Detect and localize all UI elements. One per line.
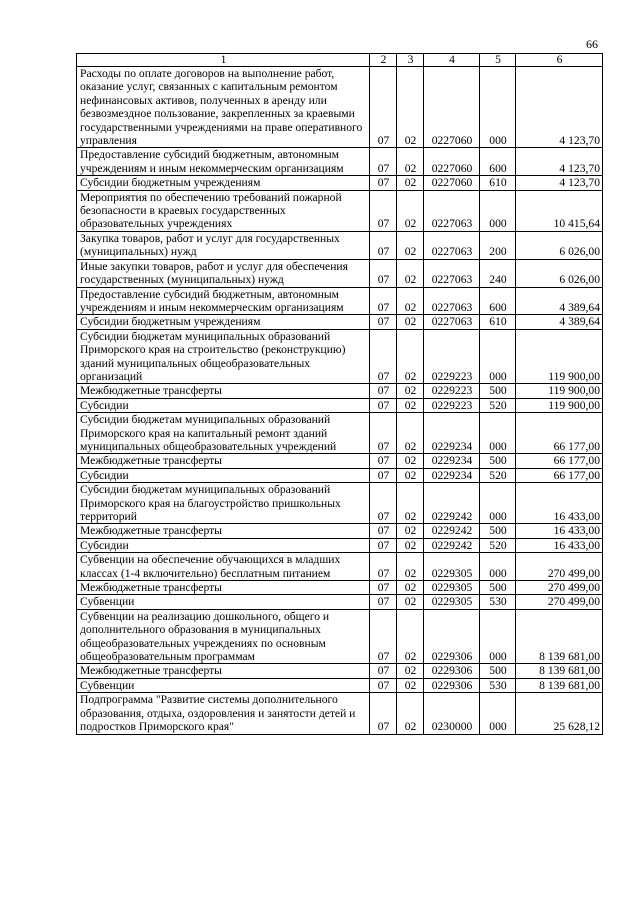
row-section: 07 — [370, 398, 397, 412]
row-subsection: 02 — [397, 67, 424, 148]
row-section: 07 — [370, 524, 397, 538]
budget-table — [76, 53, 603, 735]
row-target-code: 0227063 — [424, 287, 480, 315]
row-target-code: 0229223 — [424, 329, 480, 384]
table-row — [77, 148, 603, 176]
row-description: Расходы по оплате договоров на выполнение работ, оказание услуг, связанных с капитальным ремонтом нефинансовых активов, полученных в аренду или безвозмездное пользование, закрепленных за краевыми государственными учреждениями на праве оперативного управления — [77, 67, 370, 148]
row-description: Субвенции — [77, 678, 370, 692]
row-expense-type: 530 — [480, 678, 516, 692]
row-section: 07 — [370, 454, 397, 468]
row-target-code: 0229242 — [424, 538, 480, 552]
table-row — [77, 176, 603, 190]
row-section: 07 — [370, 329, 397, 384]
row-target-code: 0230000 — [424, 693, 480, 734]
table-row — [77, 538, 603, 552]
row-subsection: 02 — [397, 664, 424, 678]
row-expense-type: 500 — [480, 581, 516, 595]
row-description: Субсидии — [77, 398, 370, 412]
row-amount: 66 177,00 — [516, 468, 603, 482]
row-section: 07 — [370, 553, 397, 581]
row-description: Субсидии бюджетам муниципальных образований Приморского края на благоустройство пришкольных территорий — [77, 483, 370, 524]
row-description: Субсидии бюджетам муниципальных образований Приморского края на капитальный ремонт зданий муниципальных общеобразовательных учреждений — [77, 413, 370, 454]
row-description: Подпрограмма "Развитие системы дополнительного образования, отдыха, оздоровления и занятости детей и подростков Приморского края" — [77, 693, 370, 734]
table-row — [77, 454, 603, 468]
header-col-4: 4 — [424, 54, 480, 67]
row-expense-type: 000 — [480, 693, 516, 734]
row-expense-type: 600 — [480, 148, 516, 176]
row-amount: 25 628,12 — [516, 693, 603, 734]
table-row — [77, 287, 603, 315]
row-target-code: 0229223 — [424, 384, 480, 398]
row-amount: 119 900,00 — [516, 398, 603, 412]
table-row — [77, 398, 603, 412]
row-expense-type: 240 — [480, 259, 516, 287]
row-target-code: 0227060 — [424, 148, 480, 176]
row-amount: 270 499,00 — [516, 553, 603, 581]
page-number: 66 — [586, 37, 598, 51]
row-subsection: 02 — [397, 398, 424, 412]
row-section: 07 — [370, 190, 397, 231]
row-target-code: 0229305 — [424, 581, 480, 595]
row-amount: 16 433,00 — [516, 483, 603, 524]
row-amount: 4 389,64 — [516, 287, 603, 315]
row-target-code: 0227063 — [424, 315, 480, 329]
row-expense-type: 500 — [480, 664, 516, 678]
row-section: 07 — [370, 664, 397, 678]
row-section: 07 — [370, 595, 397, 609]
row-section: 07 — [370, 287, 397, 315]
row-expense-type: 610 — [480, 176, 516, 190]
row-subsection: 02 — [397, 678, 424, 692]
row-section: 07 — [370, 483, 397, 524]
row-section: 07 — [370, 148, 397, 176]
row-description: Субсидии бюджетам муниципальных образований Приморского края на строительство (реконструкцию) зданий муниципальных общеобразовательных организаций — [77, 329, 370, 384]
row-description: Субсидии — [77, 468, 370, 482]
row-section: 07 — [370, 678, 397, 692]
row-subsection: 02 — [397, 176, 424, 190]
row-amount: 4 389,64 — [516, 315, 603, 329]
row-subsection: 02 — [397, 553, 424, 581]
row-target-code: 0229223 — [424, 398, 480, 412]
row-section: 07 — [370, 413, 397, 454]
table-row — [77, 553, 603, 581]
row-subsection: 02 — [397, 231, 424, 259]
row-amount: 4 123,70 — [516, 148, 603, 176]
row-target-code: 0227063 — [424, 259, 480, 287]
row-description: Межбюджетные трансферты — [77, 524, 370, 538]
row-description: Мероприятия по обеспечению требований пожарной безопасности в краевых государственных образовательных учреждениях — [77, 190, 370, 231]
row-subsection: 02 — [397, 483, 424, 524]
row-description: Межбюджетные трансферты — [77, 384, 370, 398]
row-subsection: 02 — [397, 287, 424, 315]
table-row — [77, 581, 603, 595]
row-subsection: 02 — [397, 524, 424, 538]
row-expense-type: 000 — [480, 67, 516, 148]
row-target-code: 0229306 — [424, 609, 480, 664]
row-amount: 16 433,00 — [516, 538, 603, 552]
row-amount: 119 900,00 — [516, 384, 603, 398]
row-section: 07 — [370, 468, 397, 482]
row-target-code: 0229234 — [424, 468, 480, 482]
row-expense-type: 520 — [480, 538, 516, 552]
table-row — [77, 67, 603, 148]
row-subsection: 02 — [397, 190, 424, 231]
row-description: Межбюджетные трансферты — [77, 454, 370, 468]
row-expense-type: 610 — [480, 315, 516, 329]
row-target-code: 0229234 — [424, 413, 480, 454]
row-expense-type: 500 — [480, 524, 516, 538]
row-subsection: 02 — [397, 581, 424, 595]
table-row — [77, 259, 603, 287]
row-amount: 4 123,70 — [516, 67, 603, 148]
row-section: 07 — [370, 259, 397, 287]
row-subsection: 02 — [397, 315, 424, 329]
row-amount: 4 123,70 — [516, 176, 603, 190]
table-row — [77, 595, 603, 609]
row-expense-type: 000 — [480, 329, 516, 384]
row-section: 07 — [370, 384, 397, 398]
row-expense-type: 500 — [480, 454, 516, 468]
table-row — [77, 468, 603, 482]
row-description: Субвенции на обеспечение обучающихся в младших классах (1-4 включительно) бесплатным питанием — [77, 553, 370, 581]
row-expense-type: 200 — [480, 231, 516, 259]
row-section: 07 — [370, 609, 397, 664]
row-description: Межбюджетные трансферты — [77, 581, 370, 595]
row-section: 07 — [370, 176, 397, 190]
row-target-code: 0227063 — [424, 190, 480, 231]
row-amount: 270 499,00 — [516, 595, 603, 609]
row-subsection: 02 — [397, 148, 424, 176]
row-subsection: 02 — [397, 384, 424, 398]
row-amount: 6 026,00 — [516, 231, 603, 259]
row-target-code: 0229306 — [424, 678, 480, 692]
row-target-code: 0227060 — [424, 67, 480, 148]
row-expense-type: 600 — [480, 287, 516, 315]
row-amount: 8 139 681,00 — [516, 664, 603, 678]
row-amount: 8 139 681,00 — [516, 609, 603, 664]
row-description: Предоставление субсидий бюджетным, автономным учреждениям и иным некоммерческим организациям — [77, 148, 370, 176]
row-description: Межбюджетные трансферты — [77, 664, 370, 678]
row-amount: 8 139 681,00 — [516, 678, 603, 692]
table-row — [77, 609, 603, 664]
row-target-code: 0229242 — [424, 524, 480, 538]
header-col-5: 5 — [480, 54, 516, 67]
row-description: Закупка товаров, работ и услуг для государственных (муниципальных) нужд — [77, 231, 370, 259]
row-amount: 66 177,00 — [516, 413, 603, 454]
row-expense-type: 000 — [480, 553, 516, 581]
table-row — [77, 693, 603, 734]
row-description: Субвенции — [77, 595, 370, 609]
row-description: Субсидии — [77, 538, 370, 552]
row-section: 07 — [370, 581, 397, 595]
row-subsection: 02 — [397, 609, 424, 664]
table-row — [77, 315, 603, 329]
row-expense-type: 000 — [480, 413, 516, 454]
row-subsection: 02 — [397, 595, 424, 609]
header-col-2: 2 — [370, 54, 397, 67]
row-amount: 270 499,00 — [516, 581, 603, 595]
table-row — [77, 190, 603, 231]
table-row — [77, 483, 603, 524]
row-target-code: 0229305 — [424, 595, 480, 609]
row-description: Субсидии бюджетным учреждениям — [77, 315, 370, 329]
row-target-code: 0227060 — [424, 176, 480, 190]
row-section: 07 — [370, 693, 397, 734]
row-expense-type: 000 — [480, 190, 516, 231]
row-amount: 6 026,00 — [516, 259, 603, 287]
table-row — [77, 231, 603, 259]
row-section: 07 — [370, 67, 397, 148]
row-subsection: 02 — [397, 259, 424, 287]
row-description: Субсидии бюджетным учреждениям — [77, 176, 370, 190]
row-amount: 66 177,00 — [516, 454, 603, 468]
row-expense-type: 520 — [480, 468, 516, 482]
table-row — [77, 524, 603, 538]
header-col-6: 6 — [516, 54, 603, 67]
row-description: Субвенции на реализацию дошкольного, общего и дополнительного образования в муниципальных общеобразовательных учреждениях по основным общеобразовательным программам — [77, 609, 370, 664]
table-row — [77, 384, 603, 398]
row-expense-type: 530 — [480, 595, 516, 609]
table-body — [77, 67, 603, 735]
row-expense-type: 520 — [480, 398, 516, 412]
table-row — [77, 329, 603, 384]
table-row — [77, 678, 603, 692]
row-subsection: 02 — [397, 538, 424, 552]
header-col-1: 1 — [77, 54, 370, 67]
row-target-code: 0229242 — [424, 483, 480, 524]
row-description: Иные закупки товаров, работ и услуг для обеспечения государственных (муниципальных) нужд — [77, 259, 370, 287]
row-target-code: 0229234 — [424, 454, 480, 468]
row-amount: 119 900,00 — [516, 329, 603, 384]
row-section: 07 — [370, 231, 397, 259]
header-row — [77, 54, 603, 67]
row-subsection: 02 — [397, 413, 424, 454]
row-target-code: 0229305 — [424, 553, 480, 581]
row-section: 07 — [370, 315, 397, 329]
row-subsection: 02 — [397, 468, 424, 482]
row-target-code: 0227063 — [424, 231, 480, 259]
row-amount: 10 415,64 — [516, 190, 603, 231]
row-expense-type: 000 — [480, 483, 516, 524]
row-subsection: 02 — [397, 329, 424, 384]
table-row — [77, 413, 603, 454]
row-expense-type: 500 — [480, 384, 516, 398]
row-subsection: 02 — [397, 454, 424, 468]
table-row — [77, 664, 603, 678]
row-section: 07 — [370, 538, 397, 552]
row-subsection: 02 — [397, 693, 424, 734]
row-description: Предоставление субсидий бюджетным, автономным учреждениям и иным некоммерческим организациям — [77, 287, 370, 315]
row-target-code: 0229306 — [424, 664, 480, 678]
row-amount: 16 433,00 — [516, 524, 603, 538]
header-col-3: 3 — [397, 54, 424, 67]
row-expense-type: 000 — [480, 609, 516, 664]
